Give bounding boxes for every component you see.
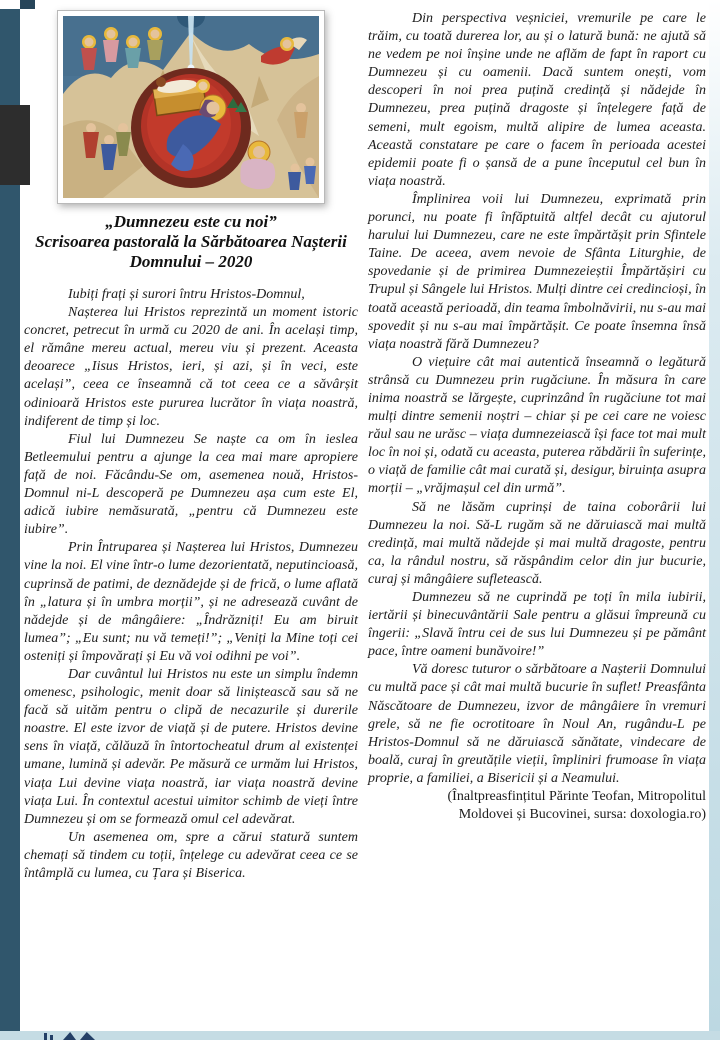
paragraph: Împlinirea voii lui Dumnezeu, exprimată prin porunci, nu poate fi înfăptuită altfel decât cu ajutorul harului lui Dumnezeu, care ne este împărtășit prin Sfintele Taine. De aceea, avem nevoie de Sfânta Liturghie, de spovedanie și de primirea Dumnezeieștii Împărtășiri cu Trupul și Sângele lui Hristos. Mulți dintre cei credincioși, în toată această perioadă, din teama îmbolnăvirii, nu s-au mai spovedit și nu s-au mai împărtășit. Ce poate însemna însă viața noastră fără Dumnezeu? [368,191,706,352]
paragraph: O viețuire cât mai autentică înseamnă o legătură strânsă cu Dumnezeu prin rugăciune. În măsura în care inima noastră se lărgește, cuprinzând în rugăciune tot mai mulți dintre semenii noștri – chiar și pe cei care ne voiesc răul sau ne urăsc – viața dumnezeiască își face tot mai mult loc în noi și, odată cu aceasta, puterea răbdării în suferințe, o viață de familie cât mai curată și, desigur, biruința asupra morții – „vrăjmașul cel din urmă”. [368,354,706,497]
letter-title-block [24,212,358,272]
footer-ornament [50,1035,53,1040]
footer-strip [0,1031,720,1040]
paragraph: Un asemenea om, spre a cărui statură suntem chemați să tindem cu toții, înțelege cu adevărat ceea ce se întâmplă cu lumea, cu Țara și Biserica. [24,829,358,881]
footer-ornament [44,1033,47,1040]
paragraph: Prin Întruparea și Nașterea lui Hristos, Dumnezeu vine la noi. El vine într-o lume dezorientată, neputincioasă, cuprinsă de patimi, de deznădejde și de frică, o lume aflată în „latura și în umbra morții”, și ne adresează cuvânt de nădejde și de mângâiere: „Îndrăzniți! Eu am biruit lumea”; „Eu sunt; nu vă temeți!”; „Veniți la Mine toți cei osteniți și împovărați și Eu vă voi odihni pe voi”. [24,540,358,664]
left-column-text [24,286,358,883]
paragraph: Dumnezeu să ne cuprindă pe toți în mila iubirii, iertării și binecuvântării Sale pentru a glăsui împreună cu îngerii: „Slavă întru cei de sus lui Dumnezeu și pe pământ pace, între oameni bunăvoire!” [368,590,706,660]
paragraph: Fiul lui Dumnezeu Se naște ca om în ieslea Betleemului pentru a ajunge la cea mai mare apropiere față de noi. Făcându-Se om, asemenea nouă, Hristos-Domnul ni-L descoperă pe Dumnezeu așa cum este El, adică iubire nemăsurată, „pentru că Dumnezeu este iubire”. [24,431,358,538]
left-column [24,10,358,883]
paragraph: Să ne lăsăm cuprinși de taina coborârii lui Dumnezeu la noi. Să-L rugăm să ne dăruiască mai multă credință, mai multă nădejde și mai multă dragoste, pentru ca, la rândul nostru, să răspândim celor din jur bucurie, curaj și mângâiere sufletească. [368,499,706,587]
letter-subtitle-line1: Scrisoarea pastorală la Sărbătoarea Nașterii [35,232,347,251]
nativity-icon [57,10,325,204]
attribution: (Înaltpreasfințitul Părinte Teofan, Mitropolitul Moldovei și Bucovinei, sursa: doxologia.ro) [447,789,706,823]
paragraph: Din perspectiva veșniciei, vremurile pe care le trăim, cu toată durerea lor, au și o latură bună: ne ajută să ne vedem pe noi înșine unde ne aflăm de fapt în raport cu Dumnezeu și cu oamenii. Dacă suntem onești, vom descoperi în noi prea puțină credință și nădejde în Dumnezeu, prea puțină dragoste și înțelegere față de semeni, mult egoism, multă alipire de lumea aceasta. Această constatare pe care o facem în perioada acestei epidemii poate fi o șansă de a pune începutul cel bun în viața noastră. [368,11,706,189]
paragraph: Nașterea lui Hristos reprezintă un moment istoric concret, petrecut în urmă cu 2020 de ani. În același timp, el rămâne mereu actual, mereu viu și prezent. Aceasta deoarece „Iisus Hristos, ieri, și azi, și în veci, este același”, ceea ce înseamnă că tot ceea ce a săvârșit odinioară Hristos este pururea lucrător în viața noastră, indiferent de timp și loc. [24,305,358,429]
right-edge-strip [709,0,720,1040]
letter-subtitle-line2: Domnului – 2020 [129,252,253,271]
letter-title: „Dumnezeu este cu noi” [105,212,277,231]
nativity-icon-svg [63,16,319,198]
right-column [368,10,706,824]
paragraph: Vă doresc tuturor o sărbătoare a Nașterii Domnului cu multă pace și cât mai multă bucurie în suflet! Preasfânta Născătoare de Dumnezeu, izvor de mângâiere în vremuri grele, să ne fie ocrotitoare în Noul An, rugându-L pe Hristos-Domnul să ne dăruiască sănătate, vindecare de boală, curaj în greutățile vieții, împliniri frumoase în viața proprie, a familiei, a Bisericii și a Neamului. [368,662,706,786]
salutation: Iubiți frați și surori întru Hristos-Domnul, [68,287,305,302]
paragraph: Dar cuvântul lui Hristos nu este un simplu îndemn omenesc, psihologic, menit doar să liniștească sau să ne facă să uităm pentru o clipă de necazurile și durerile noastre. El este izvor de viață și de putere. Hristos devine sens în viață, călăuză în întortocheatul drum al existenței umane, lumină și adevăr. Pe măsură ce urmăm lui Hristos, viața Lui devine viața noastră, iar viața noastră devine viața Lui. În contextul acestui uimitor schimb de vieți între Dumnezeu și om se formează omul cel adevărat. [24,666,358,827]
sidebar-top-notch [20,0,35,9]
